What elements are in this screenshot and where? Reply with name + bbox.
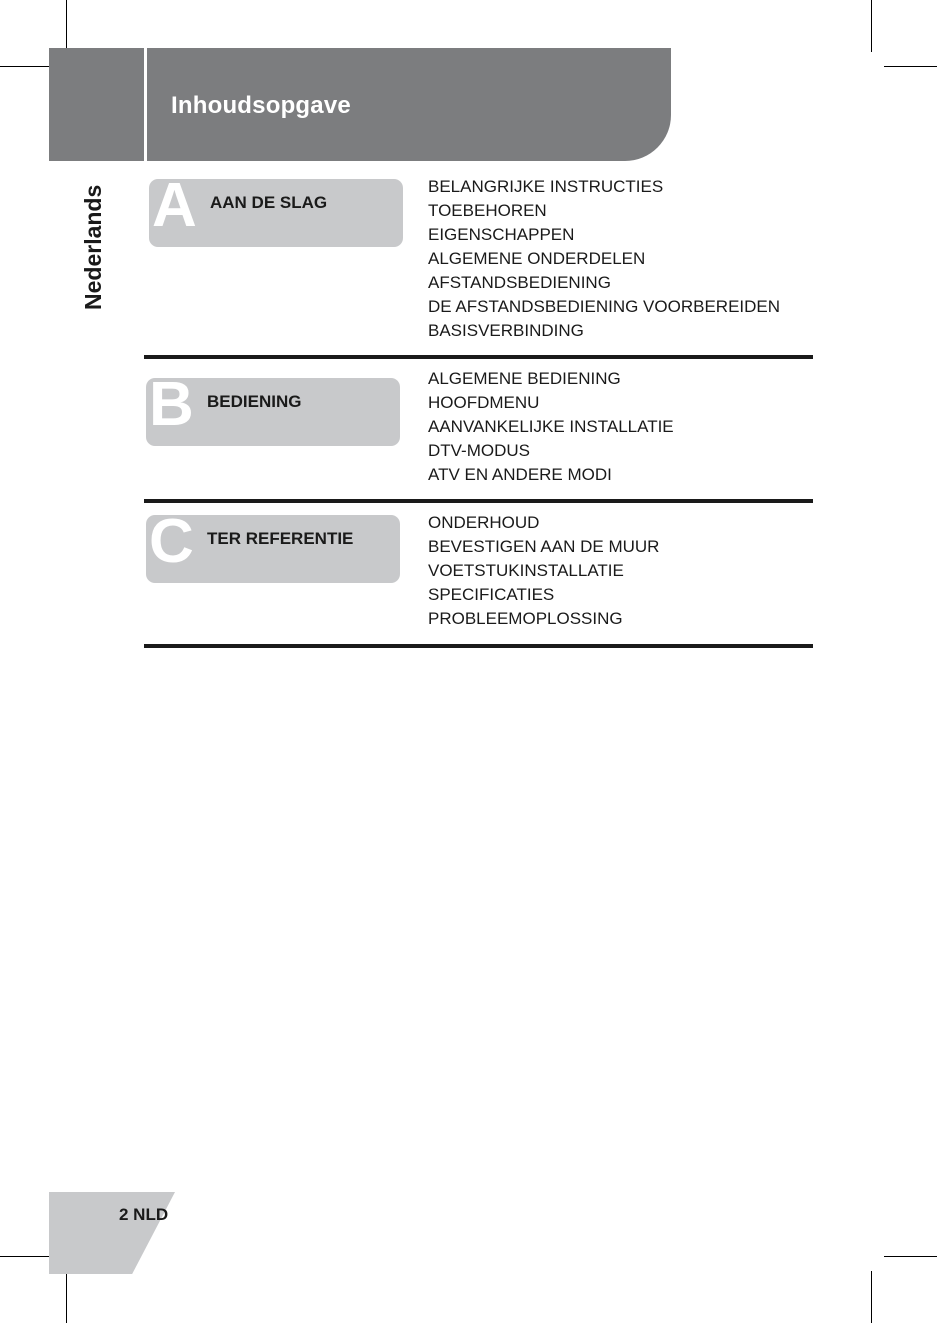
toc-item: TOEBEHOREN [428,201,547,220]
page-title: Inhoudsopgave [171,92,351,119]
toc-item: BASISVERBINDING [428,321,584,340]
toc-item: ALGEMENE ONDERDELEN [428,249,646,268]
section-c-box [146,507,400,583]
toc-item: SPECIFICATIES [428,585,555,604]
crop-mark [884,66,937,67]
section-b-box [146,370,400,446]
section-title: AAN DE SLAG [210,193,328,212]
toc-item: HOOFDMENU [428,393,540,412]
section-divider [144,499,813,503]
toc-item: BEVESTIGEN AAN DE MUUR [428,537,660,556]
toc-item: AANVANKELIJKE INSTALLATIE [428,417,674,436]
toc-item: ATV EN ANDERE MODI [428,465,612,484]
section-b-items [428,367,674,487]
section-c-items [428,511,659,631]
crop-mark [66,1271,67,1323]
section-letter: A [152,171,197,240]
crop-mark [0,66,52,67]
page-number: 2 NLD [119,1205,169,1224]
section-letter: B [149,370,194,439]
toc-item: DE AFSTANDSBEDIENING VOORBEREIDEN [428,297,781,316]
toc-item: BELANGRIJKE INSTRUCTIES [428,177,664,196]
section-title: BEDIENING [207,392,302,411]
section-letter: C [149,507,194,576]
header-bar [147,48,671,161]
section-a-box [149,171,403,247]
toc-item: EIGENSCHAPPEN [428,225,575,244]
section-divider [144,355,813,359]
toc-item: AFSTANDSBEDIENING [428,273,611,292]
toc-item: ONDERHOUD [428,513,540,532]
section-divider [144,644,813,648]
crop-mark [66,0,67,52]
toc-item: DTV-MODUS [428,441,530,460]
toc-item: VOETSTUKINSTALLATIE [428,561,624,580]
section-title: TER REFERENTIE [207,529,354,548]
language-label: Nederlands [80,184,106,310]
crop-mark [871,1271,872,1323]
section-a-items [428,175,780,343]
header-tab-block [49,48,144,161]
crop-mark [884,1256,937,1257]
toc-item: PROBLEEMOPLOSSING [428,609,623,628]
crop-mark [0,1256,52,1257]
crop-mark [871,0,872,52]
toc-item: ALGEMENE BEDIENING [428,369,621,388]
